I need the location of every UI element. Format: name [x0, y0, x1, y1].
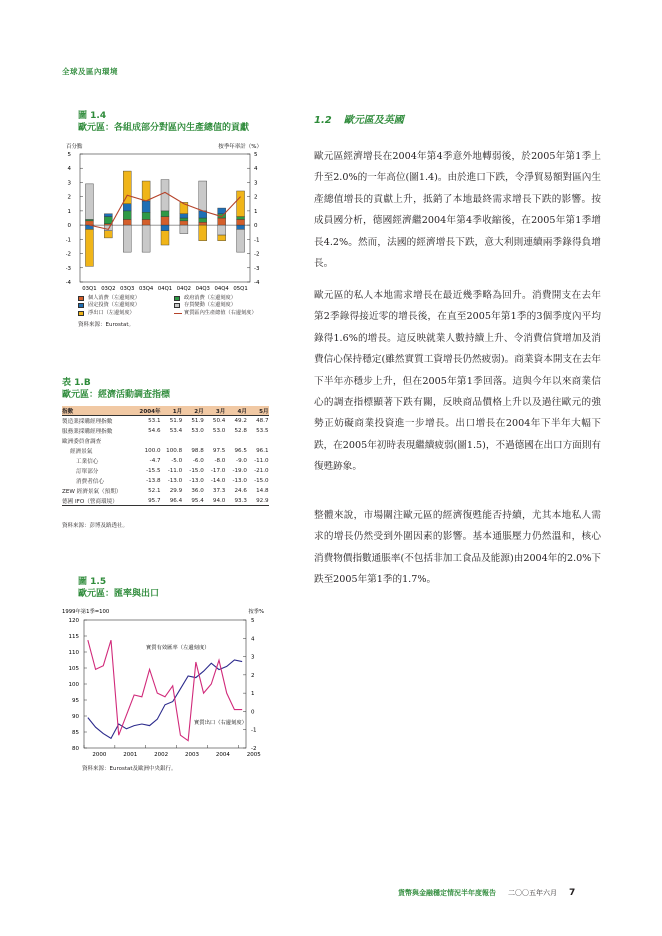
series-annotation-exports: 實質出口（右邊刻度）: [194, 720, 247, 726]
table-header-cell: 1月: [172, 408, 183, 415]
figure-1-5-heading: 歐元區：匯率與出口: [78, 589, 160, 599]
table-row: [62, 436, 269, 446]
x-tick-label: 03Q3: [120, 286, 135, 292]
x-tick-label: 05Q1: [233, 286, 248, 292]
legend-label: 存貨變動（左邊刻度）: [184, 302, 236, 309]
legend-swatch: [174, 296, 180, 301]
section-heading: 歐元區及英國: [343, 115, 404, 126]
bar-segment: [142, 201, 150, 212]
y-tick-label-right: 4: [251, 636, 255, 643]
table-row-label: 訂單部分: [76, 469, 99, 475]
bar-segment: [180, 214, 188, 218]
y-tick-label-left: 105: [68, 666, 79, 672]
table-cell: 37.3: [212, 488, 226, 494]
figure-1-4-label: 圖 1.4: [78, 111, 107, 121]
table-cell: 52.1: [148, 488, 161, 494]
bar-segment: [237, 217, 245, 220]
table-cell: 95.7: [148, 497, 161, 504]
table-row: [62, 416, 269, 426]
table-cell: 54.6: [148, 428, 161, 434]
bar-segment: [199, 222, 207, 225]
table-cell: 53.4: [169, 428, 183, 434]
table-cell: -14.0: [210, 478, 226, 484]
table-cell: 53.0: [212, 428, 226, 434]
bar-segment: [218, 225, 226, 235]
table-cell: -13.0: [167, 478, 183, 484]
table-row: [62, 496, 269, 506]
bar-segment: [142, 219, 150, 225]
table-cell: 14.8: [256, 488, 269, 494]
table-header-cell: 5月: [259, 408, 269, 415]
table-cell: 100.8: [166, 448, 183, 454]
bar-segment: [123, 211, 131, 220]
table-cell: 48.7: [256, 418, 269, 424]
table-cell: 92.9: [256, 497, 269, 504]
bar-segment: [85, 184, 93, 220]
table-cell: -21.0: [254, 468, 269, 474]
table-row-label: 歐洲委員會調查: [62, 439, 102, 445]
x-tick-label: 04Q3: [195, 286, 210, 292]
table-cell: 94.0: [212, 497, 226, 504]
y-tick-label-left: 2: [67, 194, 71, 201]
y-tick-label-left: -1: [66, 237, 71, 244]
bar-segment: [161, 180, 169, 211]
table-header-cell: 指數: [62, 408, 74, 415]
y-tick-label-left: 4: [67, 166, 71, 173]
y-tick-label-right: 3: [254, 180, 258, 187]
figure-1-4-chart: [66, 140, 276, 292]
paragraph-1: 歐元區經濟增長在2004年第4季意外地轉弱後，於2005年第1季上升至2.0%的一年高位(圖1.4)。由於進口下跌，令淨貿易額對區內生產總值增長的貢獻上升，抵銷了本地最終需求增長下跌的影響。按成員國分析，德國經濟繼2004年第4季收縮後，在2005年第1季增長4.2%。然而，法國的經濟增長下跌，意大利則連續兩季錄得負增長。: [314, 151, 601, 270]
table-cell: 96.5: [234, 448, 247, 454]
x-tick-label: 04Q2: [176, 286, 192, 292]
bar-segment: [199, 218, 207, 222]
table-cell: 50.4: [212, 418, 226, 424]
x-tick-label: 04Q1: [157, 286, 173, 292]
y-tick-label-left: 80: [72, 746, 79, 752]
y-tick-label-right: 5: [254, 152, 258, 158]
bar-segment: [180, 225, 188, 234]
table-1b-label: 表 1.B: [62, 378, 91, 388]
table-cell: -9.0: [236, 458, 247, 464]
section-number: 1.2: [314, 115, 332, 126]
plot-frame: [84, 620, 246, 748]
table-cell: 96.1: [256, 448, 269, 454]
table-row: [62, 476, 269, 486]
legend-swatch: [174, 303, 180, 308]
y-tick-label-left: 115: [68, 634, 79, 640]
legend-label: 固定投資（左邊刻度）: [88, 302, 140, 309]
bar-segment: [161, 211, 169, 217]
y-tick-label-left: 0: [67, 223, 71, 230]
y-tick-label-left: -3: [66, 265, 71, 272]
y-tick-label-left: -4: [66, 280, 71, 286]
x-tick-label: 03Q2: [101, 286, 116, 292]
y-tick-label-left: 90: [72, 714, 79, 720]
table-cell: -4.7: [149, 458, 161, 464]
table-row-label: 製造業採購經理指數: [62, 419, 113, 425]
bar-segment: [218, 218, 226, 225]
y-tick-label-left: 5: [67, 152, 71, 158]
table-cell: -13.0: [232, 478, 247, 484]
y-tick-label-right: -1: [254, 237, 260, 244]
table-cell: 52.8: [234, 428, 247, 434]
right-axis-unit: 按季年率計（%）: [218, 144, 262, 150]
bar-segment: [85, 219, 93, 220]
table-cell: 49.2: [234, 418, 247, 424]
table-cell: 97.5: [212, 448, 226, 454]
bar-segment: [104, 217, 112, 224]
y-tick-label-left: 95: [72, 698, 79, 704]
figure-1-5-label: 圖 1.5: [78, 577, 107, 587]
legend-item: [78, 310, 174, 317]
page-footer: [398, 888, 575, 898]
y-tick-label-left: 1: [67, 208, 71, 215]
y-tick-label-right: -2: [254, 251, 260, 258]
table-row-label: 經濟景氣: [70, 449, 93, 455]
x-tick-label: 2000: [92, 752, 107, 758]
bar-segment: [123, 225, 131, 252]
legend-item: [78, 302, 174, 309]
y-tick-label-left: 3: [67, 180, 71, 187]
bar-segment: [123, 171, 131, 204]
table-row-label: 工業信心: [76, 459, 99, 465]
table-cell: -13.0: [189, 478, 204, 484]
table-cell: 93.3: [234, 497, 247, 504]
bar-segment: [85, 229, 93, 266]
series-annotation-exchange-rate: 實質有效匯率（左邊刻度）: [146, 645, 210, 651]
legend-label: 個人消費（左邊刻度）: [88, 295, 140, 301]
table-cell: -6.0: [192, 458, 204, 464]
table-cell: -11.0: [254, 458, 269, 464]
left-axis-unit: 百分點: [66, 144, 83, 150]
y-tick-label-right: 0: [251, 709, 255, 716]
table-header-cell: 3月: [215, 408, 226, 415]
table-header-cell: 4月: [237, 408, 247, 415]
legend-row: [78, 310, 278, 317]
x-tick-label: 2005: [246, 752, 261, 758]
table-cell: 36.0: [191, 488, 204, 494]
table-row-label: 德國 IFO（營商環境）: [62, 498, 118, 505]
bar-segment: [237, 229, 245, 252]
table-1b: [62, 406, 269, 506]
y-tick-label-left: -2: [66, 251, 71, 258]
bar-segment: [237, 191, 245, 217]
bar-segment: [180, 221, 188, 225]
x-tick-label: 2004: [215, 752, 230, 758]
table-cell: 53.1: [148, 418, 161, 424]
table-cell: -15.0: [189, 468, 204, 474]
x-tick-label: 2003: [185, 752, 199, 758]
footer-date: 二〇〇五年六月: [508, 889, 557, 897]
bar-segment: [104, 225, 112, 231]
section-title: [314, 111, 404, 126]
bar-segment: [180, 218, 188, 221]
paragraph-3: 整體來說，市場關注歐元區的經濟復甦能否持續，尤其本地私人需求的增長仍然受到外圍因素的影響。基本通脹壓力仍然溫和，核心消費物價指數通脹率(不包括非加工食品及能源)由2004年的2.0%下跌至2005年第1季的1.7%。: [314, 510, 601, 586]
y-tick-label-left: 110: [68, 650, 79, 656]
y-tick-label-right: -4: [254, 280, 260, 286]
table-cell: -15.0: [254, 478, 269, 484]
figure-1-4-legend: [78, 295, 278, 317]
y-tick-label-right: -1: [251, 727, 257, 734]
exchange-rate-line: [88, 660, 242, 738]
legend-swatch: [78, 296, 84, 301]
y-tick-label-right: 3: [251, 654, 255, 661]
figure-1-5-title: [78, 576, 159, 600]
y-tick-label-right: 2: [254, 194, 258, 201]
table-1b-title: [62, 377, 170, 401]
table-row: [62, 456, 269, 466]
figure-1-4-title: [78, 110, 249, 134]
figure-1-5-chart: [60, 608, 275, 768]
table-cell: 29.9: [169, 488, 183, 494]
table-cell: 100.0: [144, 448, 161, 454]
table-cell: -17.0: [210, 468, 226, 474]
bar-segment: [142, 225, 150, 252]
legend-row: [78, 302, 278, 309]
table-cell: -5.0: [171, 458, 183, 464]
table-cell: 51.9: [191, 418, 204, 424]
bar-segment: [142, 212, 150, 219]
table-row-label: 消費者信心: [76, 479, 104, 485]
bar-segment: [104, 231, 112, 238]
table-cell: 53.5: [256, 428, 269, 434]
bar-segment: [237, 219, 245, 225]
table-cell: -15.5: [146, 468, 161, 474]
table-body: [62, 416, 269, 506]
table-cell: 53.0: [191, 428, 204, 434]
legend-line-swatch: [174, 313, 182, 314]
bar-segment: [85, 221, 93, 225]
bar-segment: [104, 214, 112, 217]
bar-segment: [161, 217, 169, 226]
x-tick-label: 2001: [123, 752, 138, 758]
y-tick-label-right: -3: [254, 265, 260, 272]
table-1b-source: 資料來源：彭博及路透社。: [62, 523, 129, 529]
table-cell: 51.9: [169, 418, 183, 424]
legend-swatch: [78, 311, 84, 316]
table-cell: -8.0: [214, 458, 226, 464]
left-axis-unit: 1999年第1季=100: [62, 609, 110, 615]
bar-segment: [123, 204, 131, 211]
figure-1-4-source: 資料來源：Eurostat。: [78, 322, 135, 328]
table-row: [62, 466, 269, 476]
table-row: [62, 426, 269, 436]
y-tick-label-right: 2: [251, 672, 255, 679]
table-cell: -19.0: [232, 468, 247, 474]
y-tick-label-left: 120: [68, 618, 79, 624]
table-header-cell: 2004年: [139, 408, 161, 415]
bar-segment: [123, 219, 131, 225]
y-tick-label-left: 100: [68, 682, 79, 688]
bar-segment: [218, 235, 226, 241]
y-tick-label-right: 1: [251, 691, 255, 698]
y-tick-label-right: -2: [251, 746, 257, 752]
y-tick-label-right: 5: [251, 618, 255, 624]
x-tick-label: 2002: [154, 752, 169, 758]
table-cell: 98.8: [191, 448, 204, 454]
table-cell: -11.0: [167, 468, 183, 474]
figure-1-5-source: 資料來源：Eurostat及歐洲中央銀行。: [82, 766, 177, 772]
x-tick-label: 04Q4: [214, 286, 229, 292]
bar-segment: [142, 181, 150, 201]
y-tick-label-right: 1: [254, 208, 258, 215]
section-header: 全球及區內環境: [62, 67, 118, 76]
table-row: [62, 446, 269, 456]
bar-segment: [199, 225, 207, 241]
bar-segment: [237, 225, 245, 229]
table-row: [62, 486, 269, 496]
table-cell: 95.4: [191, 497, 204, 504]
table-header-row: [62, 406, 269, 416]
legend-item: [174, 310, 270, 317]
table-row-label: ZEW 經濟景氣（預期）: [62, 489, 122, 495]
y-tick-label-right: 0: [254, 223, 258, 230]
y-tick-label-left: 85: [72, 730, 79, 736]
legend-item: [174, 302, 270, 309]
figure-1-4-heading: 歐元區：各組成部分對區內生產總值的貢獻: [78, 123, 250, 133]
table-header-cell: 2月: [194, 408, 204, 415]
paragraph-2: 歐元區的私人本地需求增長在最近幾季略為回升。消費開支在去年第2季錄得接近零的增長後，在直至2005年第1季的3個季度內平均錄得1.6%的增長。這反映就業人數持續上升、令消費信貸增加及消費信心保持穩定(雖然實質工資增長仍然疲弱)。商業資本開支在去年下半年亦穩步上升，但在2005年第1季回落。這與今年以來商業信心的調查指標顯著下跌有關，反映商品價格上升以及過往歐元的強勢正妨礙商業投資進一步增長。出口增長在2004年下半年大幅下跌，在2005年初時表現繼續疲弱(圖1.5)，不過德國在出口方面則有復甦跡象。: [314, 290, 602, 473]
table-1b-heading: 歐元區：經濟活動調查指標: [62, 390, 171, 400]
right-axis-unit: 按季%: [248, 609, 264, 615]
page-number: 7: [569, 888, 576, 898]
table-cell: 96.4: [169, 497, 183, 504]
x-tick-label: 03Q4: [138, 286, 154, 292]
bar-segment: [199, 181, 207, 211]
table-cell: 24.6: [234, 488, 247, 494]
legend-label: 淨出口（左邊刻度）: [88, 309, 135, 316]
bar-segment: [161, 225, 169, 231]
table-cell: -13.8: [146, 478, 161, 484]
bar-segment: [161, 231, 169, 245]
footer-title: 貨幣與金融穩定情況半年度報告: [398, 889, 496, 897]
legend-label: 政府消費（左邊刻度）: [184, 295, 236, 301]
y-tick-label-right: 4: [254, 166, 258, 173]
legend-swatch: [78, 303, 84, 308]
table-row-label: 服務業採購經理指數: [62, 429, 113, 435]
x-tick-label: 03Q1: [82, 286, 97, 292]
legend-label: 實質區內生產總值（右邊刻度）: [184, 309, 257, 316]
